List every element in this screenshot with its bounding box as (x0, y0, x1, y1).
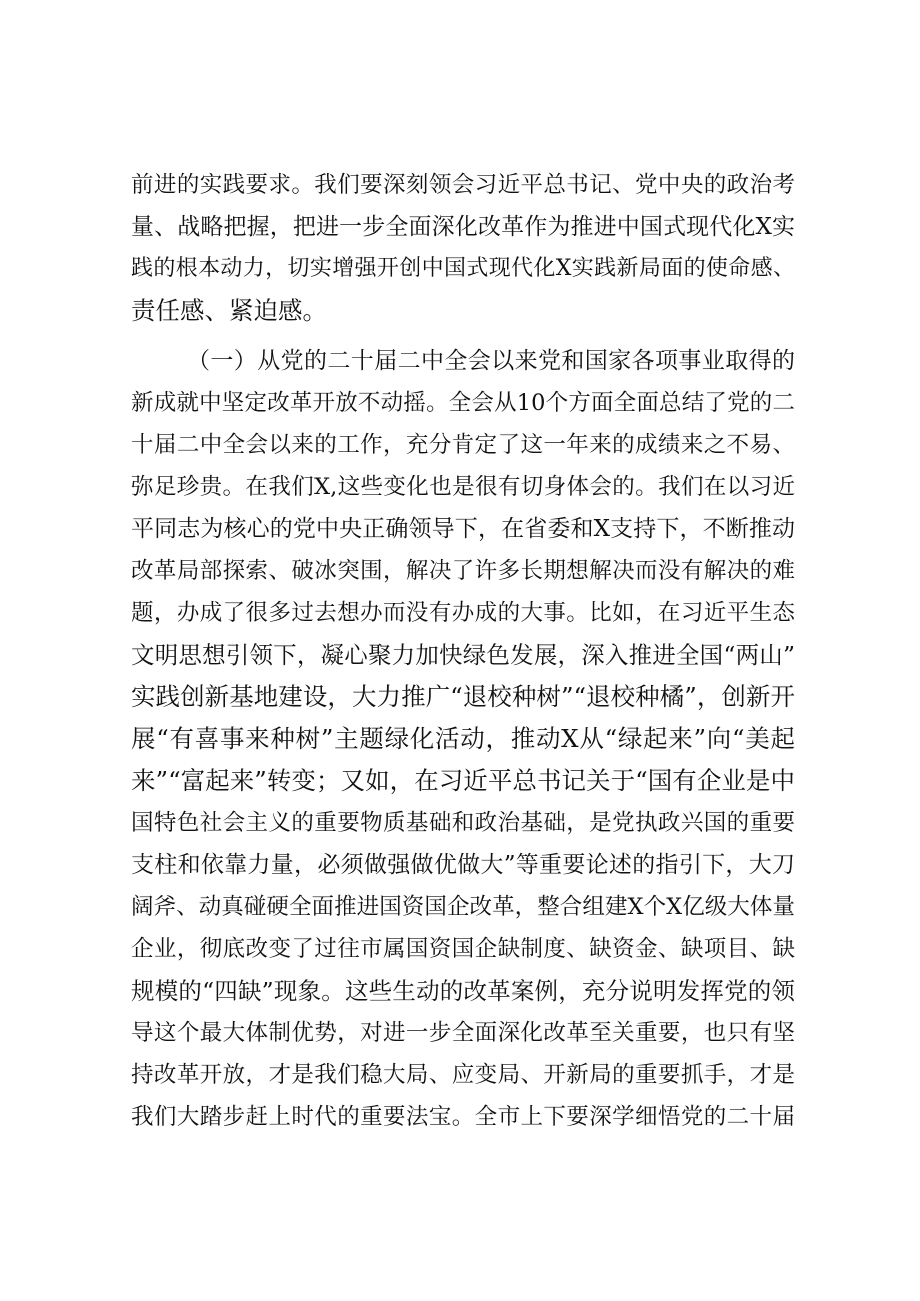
paragraph-2-line-14: 阔斧、动真碰硬全面推进国资国企改革，整合组建X个X亿级大体量 (131, 894, 795, 920)
paragraph-2-line-16: 规模的“四缺”现象。这些生动的改革案例，充分说明发挥党的领 (131, 977, 795, 1005)
paragraph-2-line-18: 持改革开放，才是我们稳大局、应变局、开新局的重要抓手，才是 (131, 1062, 795, 1088)
paragraph-2-line-11: 来”“富起来”转变；又如，在习近平总书记关于“国有企业是中 (131, 766, 795, 795)
paragraph-2-line-12: 国特色社会主义的重要物质基础和政治基础，是党执政兴国的重要 (131, 810, 795, 836)
paragraph-2-line-6: 改革局部探索、破冰突围，解决了许多长期想解决而没有解决的难 (131, 558, 795, 584)
paragraph-2-line-17: 导这个最大体制优势，对进一步全面深化改革至关重要，也只有坚 (131, 1020, 795, 1046)
paragraph-2-line-8: 文明思想引领下，凝心聚力加快绿色发展，深入推进全国“两山” (131, 641, 795, 669)
paragraph-2-line-3: 十届二中全会以来的工作，充分肯定了这一年来的成绩来之不易、 (131, 432, 795, 458)
paragraph-2-line-4: 弥足珍贵。在我们X,这些变化也是很有切身体会的。我们在以习近 (131, 474, 795, 500)
paragraph-2-line-13: 支柱和依靠力量，必须做强做优做大”等重要论述的指引下，大刀 (131, 852, 795, 878)
paragraph-2-line-2: 新成就中坚定改革开放不动摇。全会从10个方面全面总结了党的二 (131, 390, 795, 416)
paragraph-1-line-3: 践的根本动力，切实增强开创中国式现代化X实践新局面的使命感、 (131, 256, 795, 281)
paragraph-2-line-10: 展“有喜事来种树”主题绿化活动，推动X从“绿起来”向“美起 (131, 724, 795, 753)
paragraph-1-line-1: 前进的实践要求。我们要深刻领会习近平总书记、党中央的政治考 (131, 172, 795, 198)
paragraph-2-line-5: 平同志为核心的党中央正确领导下，在省委和X支持下，不断推动 (131, 516, 795, 542)
paragraph-2-line-15: 企业，彻底改变了过往市属国资国企缺制度、缺资金、缺项目、缺 (131, 936, 795, 962)
paragraph-2-line-19: 我们大踏步赶上时代的重要法宝。全市上下要深学细悟党的二十届 (131, 1104, 795, 1130)
paragraph-2-line-7: 题，办成了很多过去想办而没有办成的大事。比如，在习近平生态 (131, 600, 795, 626)
paragraph-2-line-9: 实践创新基地建设，大力推广“退校种树”“退校种橘”，创新开 (131, 682, 795, 711)
paragraph-2-line-1: （一）从党的二十届二中全会以来党和国家各项事业取得的 (187, 348, 795, 374)
paragraph-1-line-4: 责任感、紧迫感。 (131, 296, 327, 325)
paragraph-1-line-2: 量、战略把握，把进一步全面深化改革作为推进中国式现代化X实 (131, 214, 795, 240)
